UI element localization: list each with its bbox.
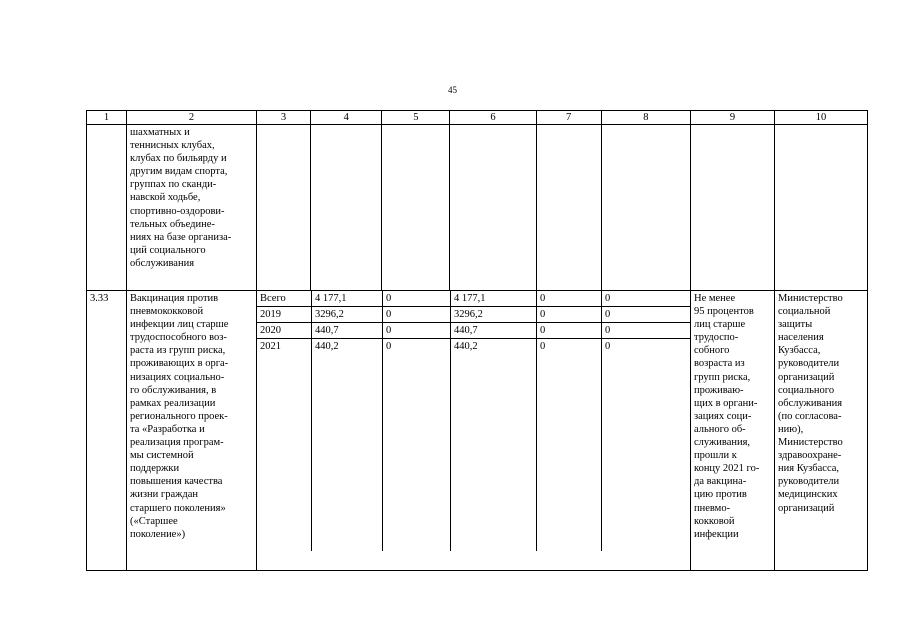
value-col7: 0 [536, 291, 601, 306]
continuation-name-cell: шахматных и теннисных клубах, клубах по бильярду и другим видам спорта, группах по сканди- навской ходьбе, спортивно-оздорови- тельных объедине- ниях на базе организа- ций социального обслуживания [127, 125, 257, 291]
period-label: 2021 [260, 341, 281, 352]
continuation-cell-9 [691, 125, 775, 291]
value-col7: 0 [536, 307, 601, 322]
value-col4: 440,7 [311, 323, 382, 338]
continuation-cell-6 [450, 125, 536, 291]
funding-row-2021 [257, 339, 690, 551]
continuation-cell-4 [311, 125, 382, 291]
page-number: 45 [448, 85, 457, 95]
funding-subtable [257, 291, 691, 571]
value-col7: 0 [536, 323, 601, 338]
header-cell-3: 3 [257, 111, 311, 125]
value-col8: 0 [601, 339, 690, 551]
continuation-cell-3 [257, 125, 311, 291]
value-col6: 3296,2 [450, 307, 536, 322]
indicator-cell: Не менее 95 процентов лиц старше трудоспо- собного возраста из групп риска, проживаю- щих в органи- зациях соци- ального об- служивания, прошли к концу 2021 го- да вакцина- цию против пневмо- кокковой инфекции [691, 291, 775, 571]
value-col5: 0 [382, 307, 450, 322]
period-label: Всего [260, 293, 286, 304]
value-col5: 0 [382, 339, 450, 551]
header-cell-6: 6 [450, 111, 536, 125]
funding-row-2020 [257, 323, 690, 339]
value-col4: 440,2 [311, 339, 382, 551]
header-cell-8: 8 [601, 111, 690, 125]
header-cell-10: 10 [775, 111, 868, 125]
funding-row-2019 [257, 307, 690, 323]
continuation-row [87, 125, 868, 291]
value-col6: 4 177,1 [450, 291, 536, 306]
value-col8: 0 [601, 323, 690, 338]
continuation-cell-7 [536, 125, 601, 291]
executors-cell: Министерство социальной защиты населения Кузбасса, руководители организаций социального обслуживания (по согласова- нию), Министерство здравоохране- ния Кузбасса, руководители медицинских организаций [775, 291, 868, 571]
header-cell-4: 4 [311, 111, 382, 125]
continuation-number-cell [87, 125, 127, 291]
period-label: 2019 [260, 309, 281, 320]
header-cell-2: 2 [127, 111, 257, 125]
program-table [86, 110, 868, 571]
activity-name-cell: Вакцинация против пневмококковой инфекции лиц старше трудоспособного воз- раста из групп риска, проживающих в орга- низациях социально- го обслуживания, в рамках реализации регионального проек- та «Разработка и реализация програм- мы системной поддержки повышения качества жизни граждан старшего поколения» («Старшее поколение») [127, 291, 257, 571]
header-cell-5: 5 [382, 111, 450, 125]
value-col4: 3296,2 [311, 307, 382, 322]
value-col8: 0 [601, 291, 690, 306]
value-col8: 0 [601, 307, 690, 322]
continuation-cell-5 [382, 125, 450, 291]
row-3-33 [87, 291, 868, 571]
value-col6: 440,2 [450, 339, 536, 551]
header-cell-9: 9 [691, 111, 775, 125]
header-cell-7: 7 [536, 111, 601, 125]
header-row [87, 111, 868, 125]
value-col4: 4 177,1 [311, 291, 382, 306]
value-col6: 440,7 [450, 323, 536, 338]
header-cell-1: 1 [87, 111, 127, 125]
value-col5: 0 [382, 291, 450, 306]
period-label: 2020 [260, 325, 281, 336]
funding-row-total [257, 291, 690, 307]
continuation-cell-10 [775, 125, 868, 291]
continuation-cell-8 [601, 125, 690, 291]
value-col5: 0 [382, 323, 450, 338]
value-col7: 0 [536, 339, 601, 551]
row-number-cell: 3.33 [87, 291, 127, 571]
